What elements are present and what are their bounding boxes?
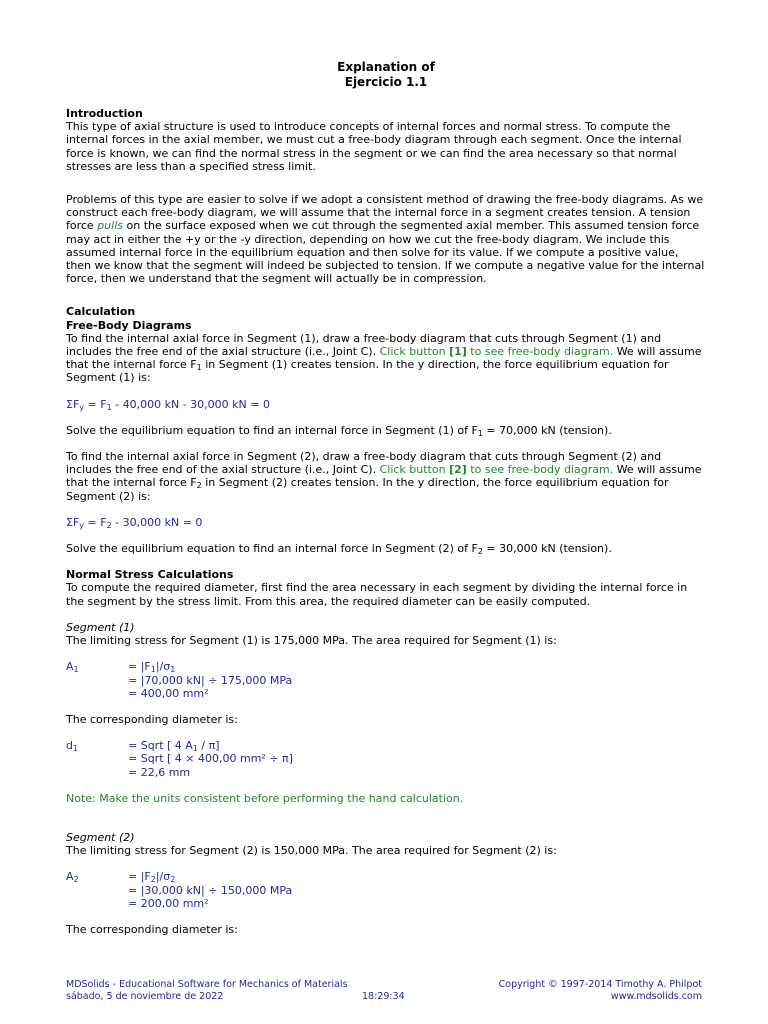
title-line-2: Ejercicio 1.1 — [344, 75, 428, 89]
document-page — [66, 60, 706, 936]
segment-1-solution: Solve the equilibrium equation to find an internal force in Segment (1) of $F_1 = 70,000$ kN (tension). — [66, 423, 612, 438]
page-title — [66, 60, 706, 90]
segment-2-solution: Solve the equilibrium equation to find an internal force in Segment (2) of $F_2 = 30,000$ kN (tension). — [66, 542, 612, 557]
fbd-2-link[interactable]: Click button [2] to see free-body diagram. — [379, 463, 614, 477]
segment-2-diameter-intro: The corresponding diameter is: — [66, 922, 238, 936]
footer-software: MDSolids - Educational Software for Mechanics of Materials — [66, 979, 348, 990]
intro-paragraph-2: Problems of this type are easier to solve if we adopt a consistent method of drawing the free-body diagrams. As we construct each free-body diagram, we will assume that the internal force in a segment creates tension. A tension force pulls on the surface exposed when we cut through the segmented axial member. This assumed tension force may act in either the +y or the -y direction, depending on how we cut the free-body diagram. We include this assumed internal force in the equilibrium equation and then solve for its value. If we compute a positive value, then we know that the segment will indeed be subjected to tension. If we compute a negative value for the internal force, then we understand that the segment will actually be in compression. — [66, 193, 705, 286]
segment-1-fbd-paragraph: To find the internal axial force in Segment (1), draw a free-body diagram that cuts through Segment (1) and includes the free end of the axial structure (i.e., Joint C). Click button [1] to see free-body diagram. We will assume that the internal force $F_1$ in Segment (1) creates tension. In the y direction, the force equilibrium equation for Segment (1) is: — [66, 331, 702, 385]
segment-1-diameter-intro: The corresponding diameter is: — [66, 712, 238, 726]
segment-2-fbd-paragraph: To find the internal axial force in Segment (2), draw a free-body diagram that cuts through Segment (2) and includes the free end of the axial structure (i.e., Joint C). Click button [2] to see free-body diagram. We will assume that the internal force $F_2$ in Segment (2) creates tension. In the y direction, the force equilibrium equation for Segment (2) is: — [66, 450, 702, 503]
footer-time: 18:29:34 — [362, 991, 405, 1002]
footer-website-link[interactable]: www.mdsolids.com — [610, 991, 702, 1002]
pulls-emphasis: pulls — [97, 219, 124, 233]
normal-stress-intro: To compute the required diameter, first find the area necessary in each segment by dividing the internal force in the segment by the stress limit. From this area, the required diameter can be easily computed. — [66, 581, 688, 608]
segment-1-subheading: Segment (1) — [66, 620, 135, 634]
segment-2-limit: The limiting stress for Segment (2) is 150,000 MPa. The area required for Segment (2) is: — [66, 844, 557, 858]
page-footer — [66, 979, 702, 1003]
units-note: Note: Make the units consistent before performing the hand calculation. — [66, 791, 464, 805]
segment-2-equilibrium-equation: $\Sigma F_y = F_2 - 30,000$ kN = 0 — [66, 515, 203, 530]
intro-paragraph-1: This type of axial structure is used to introduce concepts of internal forces and normal stress. To compute the internal forces in the axial member, we must cut a free-body diagram through each segment. Once the internal force is known, we can find the normal stress in the segment or we can find the area necessary so that normal stresses are less than a specified stress limit. — [66, 120, 682, 173]
segment-2-area-calc: $A_2$ = $|F_2|/\sigma_2$ = |30,000 kN| ÷ 150,000 MPa = 200,00 mm² — [66, 870, 293, 910]
title-line-1: Explanation of — [337, 60, 435, 74]
segment-1-limit: The limiting stress for Segment (1) is 175,000 MPa. The area required for Segment (1) is: — [66, 634, 557, 648]
intro-heading: Introduction — [66, 107, 143, 120]
segment-2-subheading: Segment (2) — [66, 830, 135, 844]
footer-copyright: Copyright © 1997-2014 Timothy A. Philpot — [498, 979, 702, 990]
segment-1-equilibrium-equation: $\Sigma F_y = F_1 - 40,000$ kN - 30,000 kN = 0 — [66, 397, 270, 412]
button-2[interactable]: [2] — [449, 463, 467, 477]
calculation-heading: Calculation — [66, 305, 136, 319]
normal-stress-heading: Normal Stress Calculations — [66, 568, 234, 582]
fbd-1-link[interactable]: Click button [1] to see free-body diagram. — [379, 345, 614, 359]
fbd-heading: Free-Body Diagrams — [66, 318, 192, 332]
segment-1-area-calc: $A_1$ = $|F_1|/\sigma_1$ = |70,000 kN| ÷ 175,000 MPa = 400,00 mm² — [66, 660, 293, 700]
button-1[interactable]: [1] — [449, 345, 467, 359]
segment-1-diameter-calc: $d_1$ = Sqrt [ 4 $A_1 / \pi$] = Sqrt [ 4 × 400,00 mm² ÷ π] = 22,6 mm — [66, 739, 293, 779]
footer-date: sábado, 5 de noviembre de 2022 — [66, 991, 224, 1002]
